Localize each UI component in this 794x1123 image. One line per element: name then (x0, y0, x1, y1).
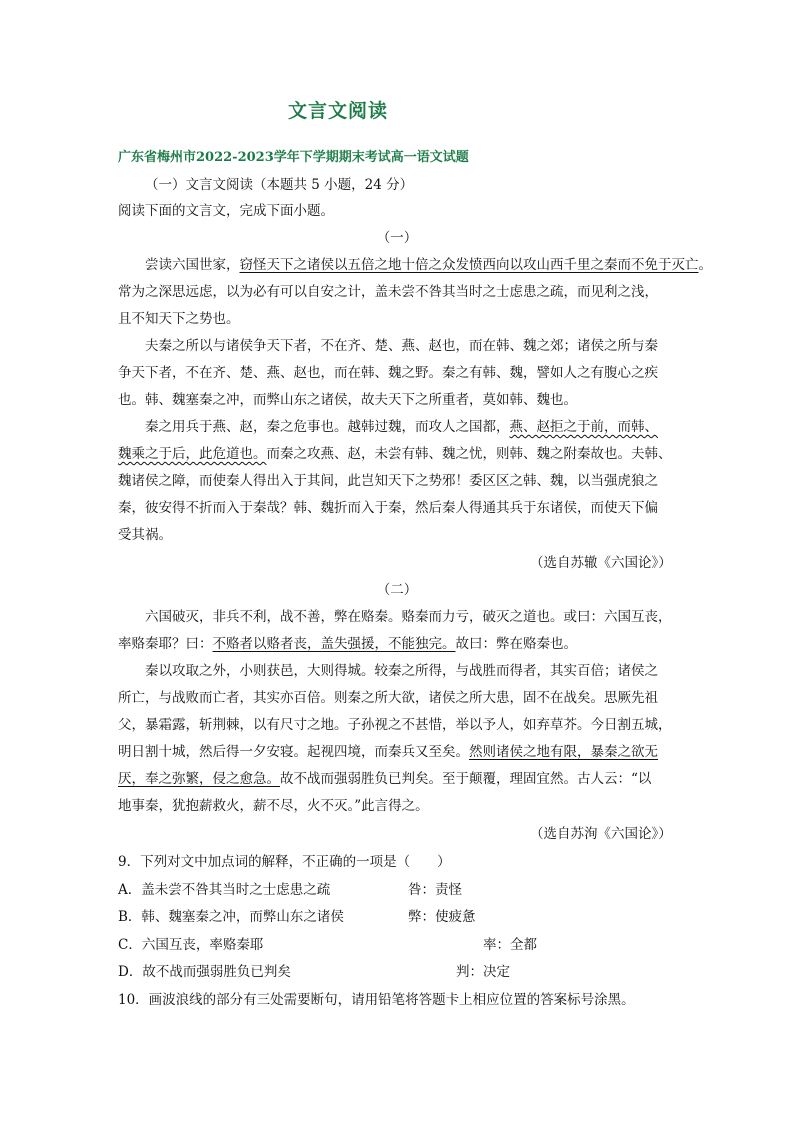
passage1-source: （选自苏辙《六国论》） (530, 555, 672, 571)
text-span: 尝读六国世家， (145, 257, 240, 273)
passage2-p2-line2: 所亡，与战败而亡者，其实亦百倍。则秦之所大欲，诸侯之所大患，固不在战矣。思厥先祖 (118, 690, 658, 706)
passage1-p3-line1 (145, 417, 658, 437)
passage1-p1-line1 (145, 255, 712, 275)
passage2-p2-line3: 父，暴霜露，斩荆棘，以有尺寸之地。子孙视之不甚惜，举以予人，如弃草芥。今日割五城， (118, 717, 672, 733)
passage1-p3-line4: 秦，彼安得不折而入于秦哉？韩、魏折而入于秦，然后秦人得通其兵于东诸侯，而使天下偏 (118, 500, 658, 516)
passage2-p1-line2 (118, 634, 577, 654)
passage2-p2-line1: 秦以攻取之外，小则获邑，大则得城。较秦之所得，与战胜而得者，其实百倍；诸侯之 (145, 663, 658, 679)
text-span: 明日割十城，然后得一夕安寝。起视四境，而秦兵又至矣。 (118, 744, 469, 760)
option-text: D．故不战而强弱胜负已判矣 (118, 964, 291, 980)
option-text: C．六国互丧，率赂秦耶 (118, 937, 264, 953)
text-span: 秦之用兵于燕、赵，秦之危事也。越韩过魏，而攻人之国都， (145, 419, 510, 435)
question-9-option-a (118, 880, 678, 900)
section-heading: （一）文言文阅读（本题共 5 小题，24 分） (145, 177, 414, 193)
passage1-label: （一） (376, 230, 418, 246)
text-span: 而秦之攻燕、赵，未尝有韩、魏之忧，则韩、魏之附秦故也。夫韩、 (266, 446, 672, 462)
option-gloss: 率：全都 (483, 937, 537, 953)
passage2-label: （二） (376, 582, 418, 598)
option-gloss: 弊：使疲惫 (408, 909, 476, 925)
passage2-p2-line5 (118, 769, 651, 789)
passage2-p1-line1: 六国破灭，非兵不利，战不善，弊在赂秦。赂秦而力亏，破灭之道也。或曰：六国互丧， (145, 609, 672, 625)
passage1-p3-line3: 魏诸侯之障，而使秦人得出入于其间，此岂知天下之势邪！委区区之韩、魏，以当强虎狼之 (118, 473, 658, 489)
text-span: 故不战而强弱胜负已判矣。至于颠覆，理固宜然。古人云：“以 (280, 771, 652, 787)
passage1-p1-line3: 且不知天下之势也。 (118, 311, 240, 327)
passage2-p2-line4 (118, 742, 658, 762)
underlined-sentence: 然则诸侯之地有限，暴秦之欲无 (469, 744, 658, 760)
underlined-sentence: 不赂者以赂者丧，盖失强援，不能独完。 (212, 636, 456, 652)
passage1-p3-line2 (118, 444, 672, 464)
option-gloss: 咎：责怪 (408, 882, 462, 898)
question-9-stem: 9．下列对文中加点词的解释，不正确的一项是（ ） (118, 854, 451, 870)
question-9-option-b (118, 907, 678, 927)
underlined-sentence: 厌，奉之弥繁，侵之愈急。 (118, 771, 280, 787)
text-span: 故曰：弊在赂秦也。 (455, 636, 577, 652)
passage2-source: （选自苏洵《六国论》） (530, 826, 672, 842)
instruction-text: 阅读下面的文言文，完成下面小题。 (118, 203, 334, 219)
passage1-p1-line2: 常为之深思远虑，以为必有可以自安之计，盖未尝不咎其当时之士虑患之疏，而见利之浅， (118, 284, 658, 300)
wavy-underlined-text: 魏乘之于后，此危道也。 (118, 446, 267, 462)
option-gloss: 判：决定 (456, 964, 510, 980)
page-title: 文言文阅读 (288, 100, 389, 122)
wavy-underlined-text: 燕、赵拒之于前，而韩、 (509, 419, 658, 435)
passage2-p2-line6: 地事秦，犹抱薪救火，薪不尽，火不灭。”此言得之。 (118, 798, 429, 814)
text-span: 。 (698, 257, 712, 273)
passage1-p2-line1: 夫秦之所以与诸侯争天下者，不在齐、楚、燕、赵也，而在韩、魏之郊；诸侯之所与秦 (145, 338, 658, 354)
passage1-p2-line3: 也。韩、魏塞秦之冲，而弊山东之诸侯，故夫天下之所重者，莫如韩、魏也。 (118, 392, 577, 408)
option-text: B．韩、魏塞秦之冲，而弊山东之诸侯 (118, 909, 344, 925)
question-10-stem: 10．画波浪线的部分有三处需要断句，请用铅笔将答题卡上相应位置的答案标号涂黑。 (118, 992, 635, 1008)
underlined-sentence: 窃怪天下之诸侯以五倍之地十倍之众发愤西向以攻山西千里之秦而不免于灭亡 (239, 257, 699, 273)
passage1-p2-line2: 争天下者，不在齐、楚、燕、赵也，而在韩、魏之野。秦之有韩、魏，譬如人之有腹心之疾 (118, 365, 658, 381)
question-9-option-d (118, 962, 678, 982)
question-9-option-c (118, 935, 678, 955)
passage1-p3-line5: 受其祸。 (118, 527, 172, 543)
text-span: 率赂秦耶？曰： (118, 636, 213, 652)
exam-source-title: 广东省梅州市2022-2023学年下学期期末考试高一语文试题 (118, 150, 469, 165)
option-text: A．盖未尝不咎其当时之士虑患之疏 (118, 882, 331, 898)
